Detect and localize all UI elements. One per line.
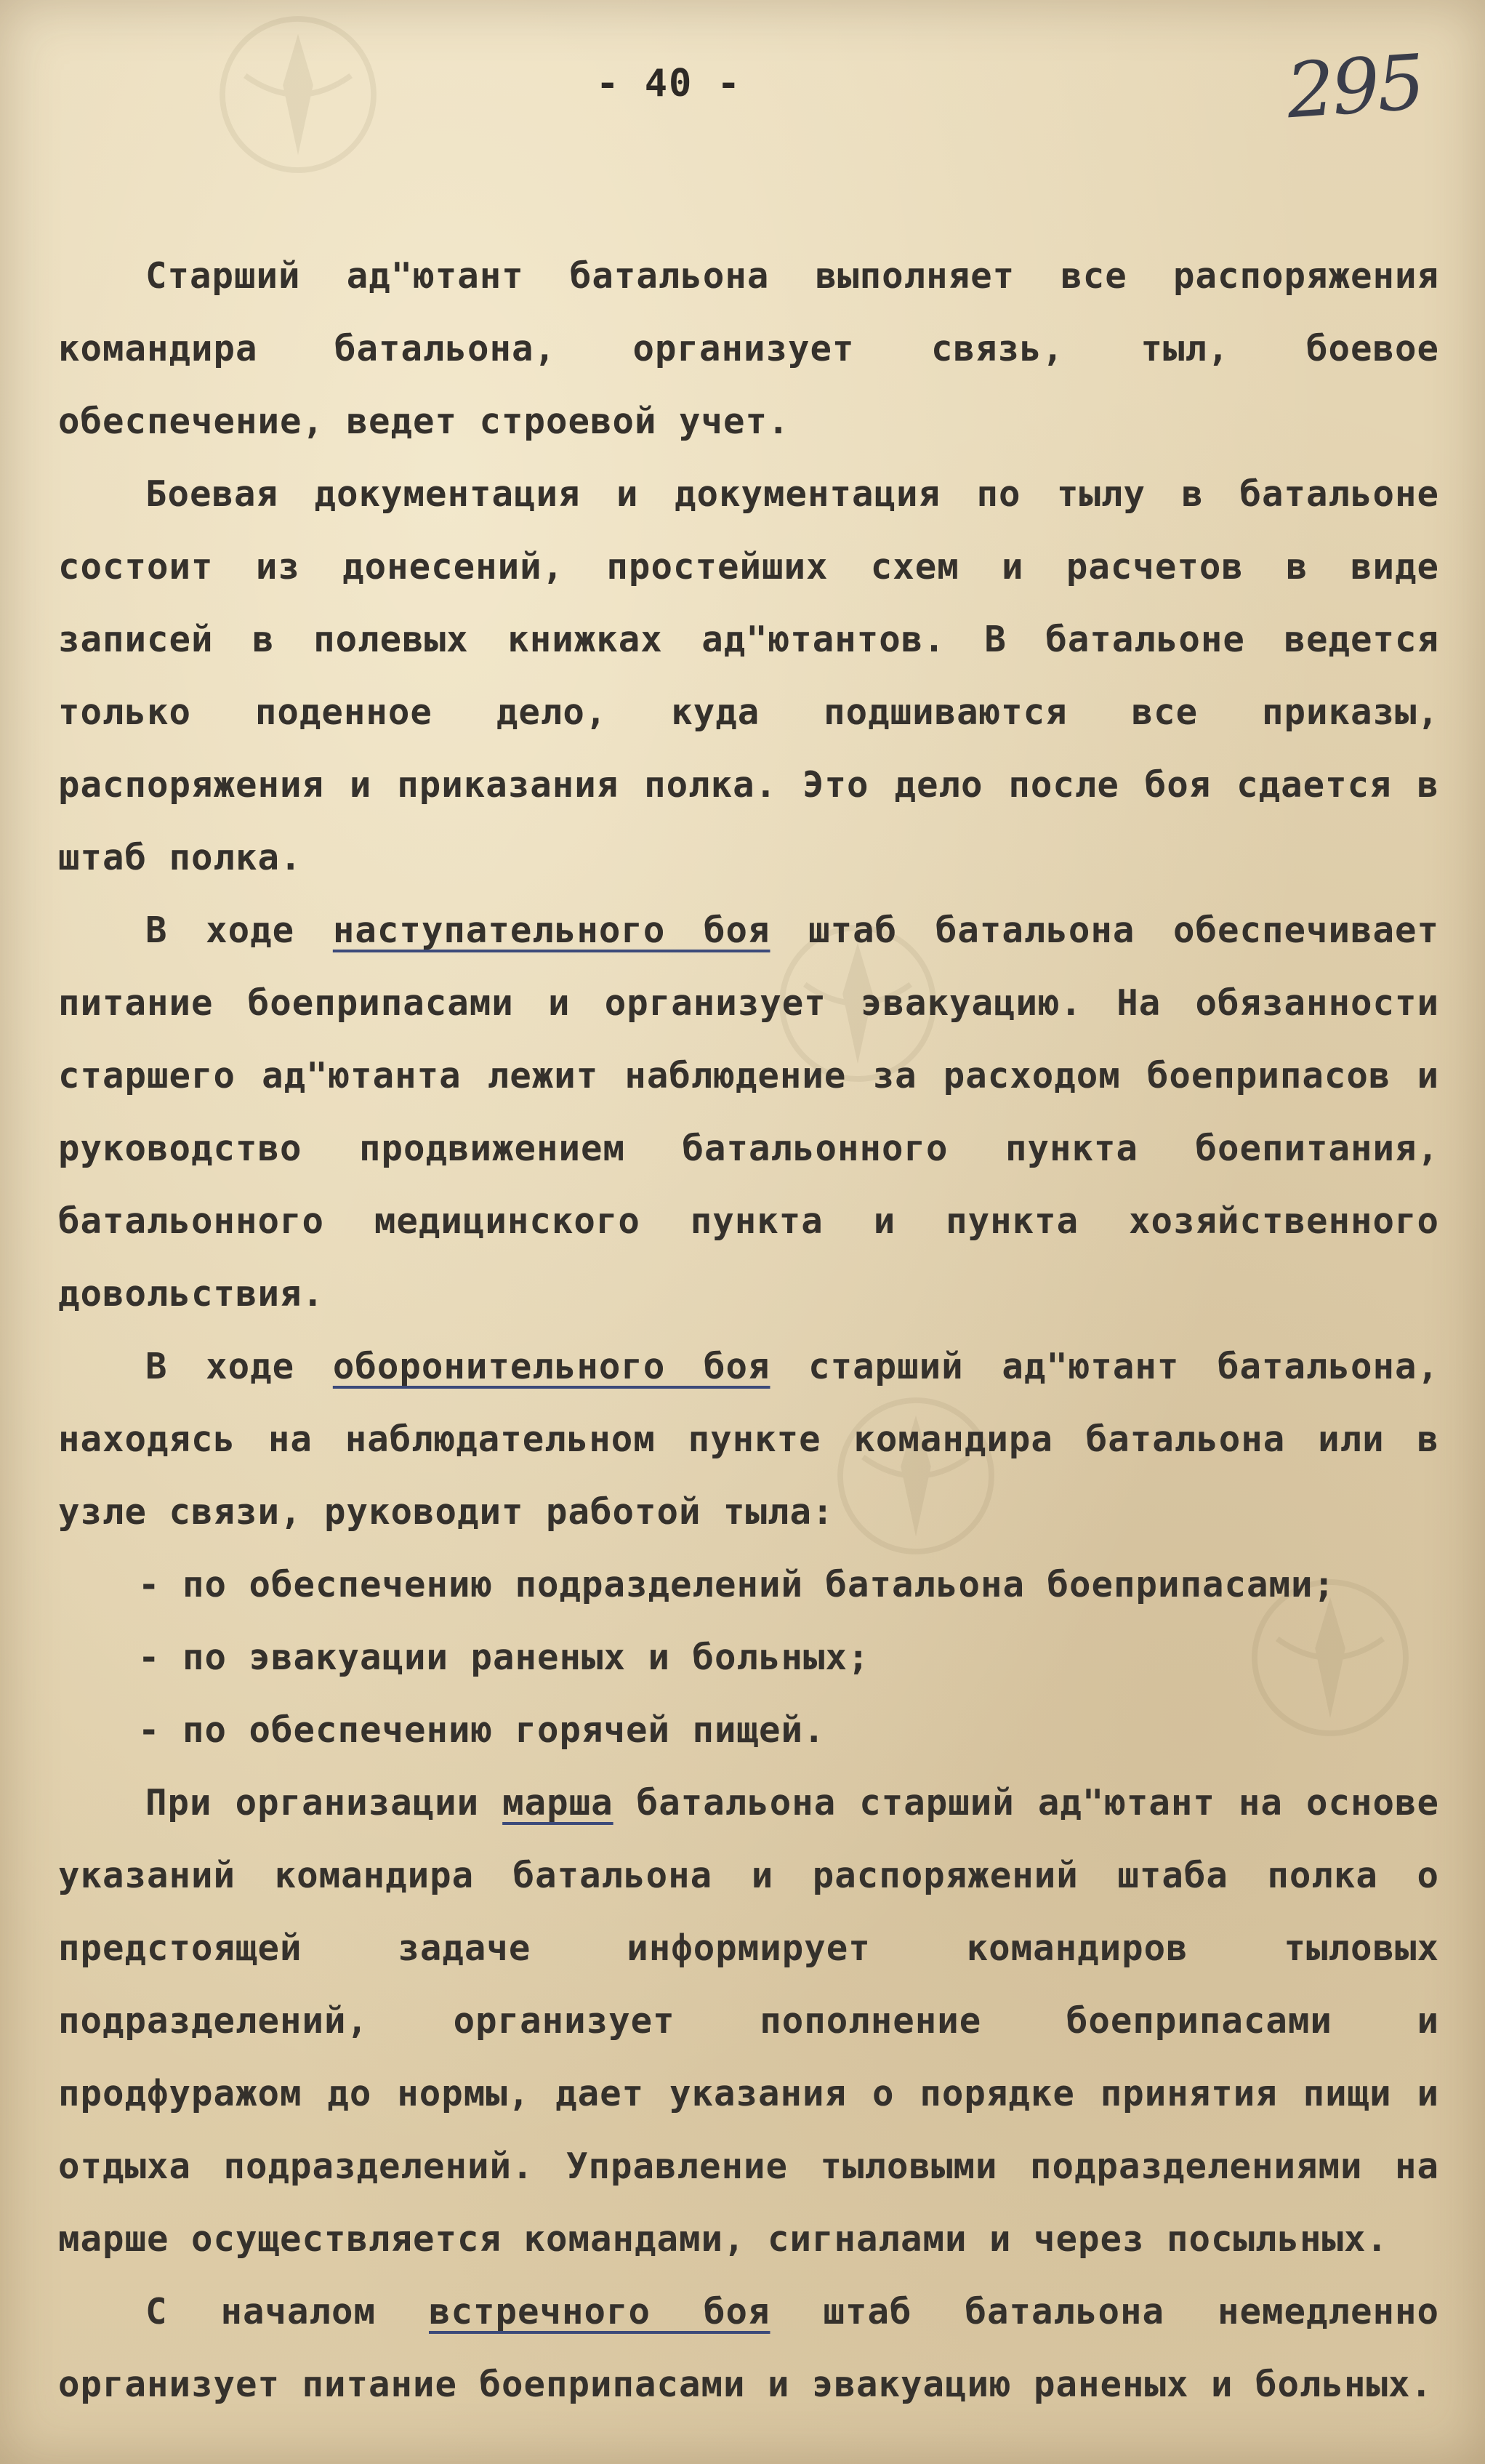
paragraph-march	[58, 1767, 1439, 2276]
page-number: - 40 -	[596, 62, 741, 105]
paragraph-adjutant-duties: Старший ад"ютант батальона выполняет все распоряжения командира батальона, организует связь, тыл, боевое обеспечение, ведет строевой учет.	[58, 255, 1439, 442]
archive-sheet-number: 295	[1283, 37, 1425, 136]
underlined-term-meeting-engagement: встречного боя	[429, 2291, 770, 2332]
paragraph-text-after: старший ад"ютант батальона, находясь на наблюдательном пункте командира батальона или в узле связи, руководит работой тыла:	[58, 1346, 1439, 1533]
paragraph-defensive-battle	[58, 1331, 1439, 1549]
paragraph-text-before: При организации	[145, 1782, 503, 1823]
underlined-term-offensive-battle: наступательного боя	[332, 910, 770, 951]
underlined-term-march: марша	[502, 1782, 613, 1823]
paragraph-offensive-battle	[58, 894, 1439, 1331]
list-item-ammunition: - по обеспечению подразделений батальона боеприпасами;	[138, 1564, 1336, 1605]
paragraph-text-after: штаб батальона обеспечивает питание боеприпасами и организует эвакуацию. На обязанности старшего ад"ютанта лежит наблюдение за расходом боеприпасов и руководство продвижением батальонного пункта боепитания, батальонного медицинского пункта и пункта хозяйственного довольствия.	[58, 910, 1439, 1315]
list-item-evacuation: - по эвакуации раненых и больных;	[138, 1637, 870, 1678]
paragraph-text-after: штаб батальона немедленно организует питание боеприпасами и эвакуацию раненых и больных.	[58, 2291, 1439, 2405]
paragraph-text-before: В ходе	[145, 1346, 333, 1387]
document-body	[58, 240, 1439, 2421]
list-item-hot-food: - по обеспечению горячей пищей.	[138, 1709, 826, 1751]
paragraph-combat-documentation: Боевая документация и документация по тылу в батальоне состоит из донесений, простейших схем и расчетов в виде записей в полевых книжках ад"ютантов. В батальоне ведется только поденное дело, куда подшиваются все приказы, распоряжения и приказания полка. Это дело после боя сдается в штаб полка.	[58, 473, 1439, 878]
paragraph-text-before: С началом	[145, 2291, 429, 2332]
paragraph-text-before: В ходе	[145, 910, 333, 951]
paragraph-meeting-engagement	[58, 2276, 1439, 2421]
underlined-term-defensive-battle: оборонительного боя	[332, 1346, 770, 1387]
paragraph-text-after: батальона старший ад"ютант на основе указаний командира батальона и распоряжений штаба полка о предстоящей задаче информирует командиров тыловых подразделений, организует пополнение боеприпасами и продфуражом до нормы, дает указания о порядке принятия пищи и отдыха подразделений. Управление тыловыми подразделениями на марше осуществляется командами, сигналами и через посыльных.	[58, 1782, 1439, 2260]
